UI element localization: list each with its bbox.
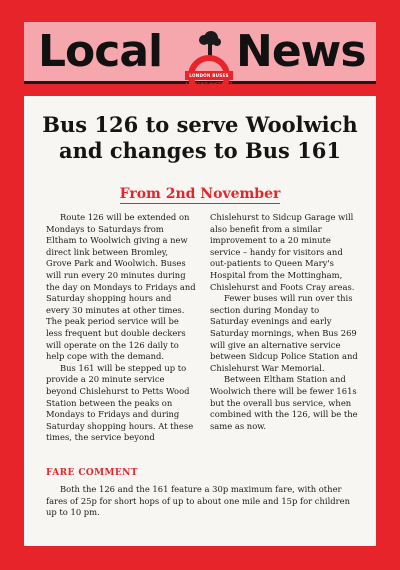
fare-comment-text: Both the 126 and the 161 feature a 30p maximum fare, with other fares of 25p for short hops of up to about one mile and 15p for children up to 10 pm.	[46, 484, 350, 518]
headline	[24, 112, 376, 164]
logo-text-district: SELKENT DISTRICT	[185, 82, 233, 87]
column-right	[210, 212, 360, 452]
paragraph: Between Eltham Station and Woolwich there will be fewer 161s but the overall bus service, when combined with the 126, will be the same as now.	[210, 374, 358, 431]
headline-line-2: and changes to Bus 161	[59, 138, 341, 163]
article-columns	[46, 212, 360, 452]
subheadline	[24, 186, 376, 202]
masthead-word-news: News	[236, 26, 366, 77]
masthead-word-local: Local	[38, 26, 163, 77]
subheadline-text: From 2nd November	[119, 186, 281, 202]
paragraph: Chislehurst to Sidcup Garage will also benefit from a similar improvement to a 20 minute service – handy for visitors and out-patients to Queen Mary's Hospital from the Mottingham, Chislehurst and Foots Cray areas.	[210, 212, 355, 292]
masthead	[24, 22, 376, 87]
article-panel	[24, 96, 376, 546]
paragraph: Fewer buses will run over this section during Monday to Saturday evenings and early Saturday mornings, when Bus 269 will give an alternative service between Sidcup Police Station and Chislehurst War Memorial.	[210, 293, 358, 373]
headline-line-1: Bus 126 to serve Woolwich	[42, 112, 358, 137]
fare-comment-heading: FARE COMMENT	[46, 468, 138, 478]
london-buses-logo	[184, 26, 234, 96]
paragraph: Route 126 will be extended on Mondays to Saturdays from Eltham to Woolwich giving a new direct link between Bromley, Grove Park and Woolwich. Buses will run every 20 minutes during the day on Mondays to Fridays and Saturday shopping hours and every 30 minutes at other times. The peak period service will be less frequent but double deckers will operate on the 126 daily to help cope with the demand.	[46, 212, 196, 362]
paragraph: Bus 161 will be stepped up to provide a 20 minute service beyond Chislehurst to Petts Wood Station between the peaks on Mondays to Fridays and during Saturday shopping hours. At these times, the service beyond	[46, 362, 194, 443]
column-left	[46, 212, 196, 452]
logo-text-london-buses: LONDON BUSES	[189, 73, 229, 78]
